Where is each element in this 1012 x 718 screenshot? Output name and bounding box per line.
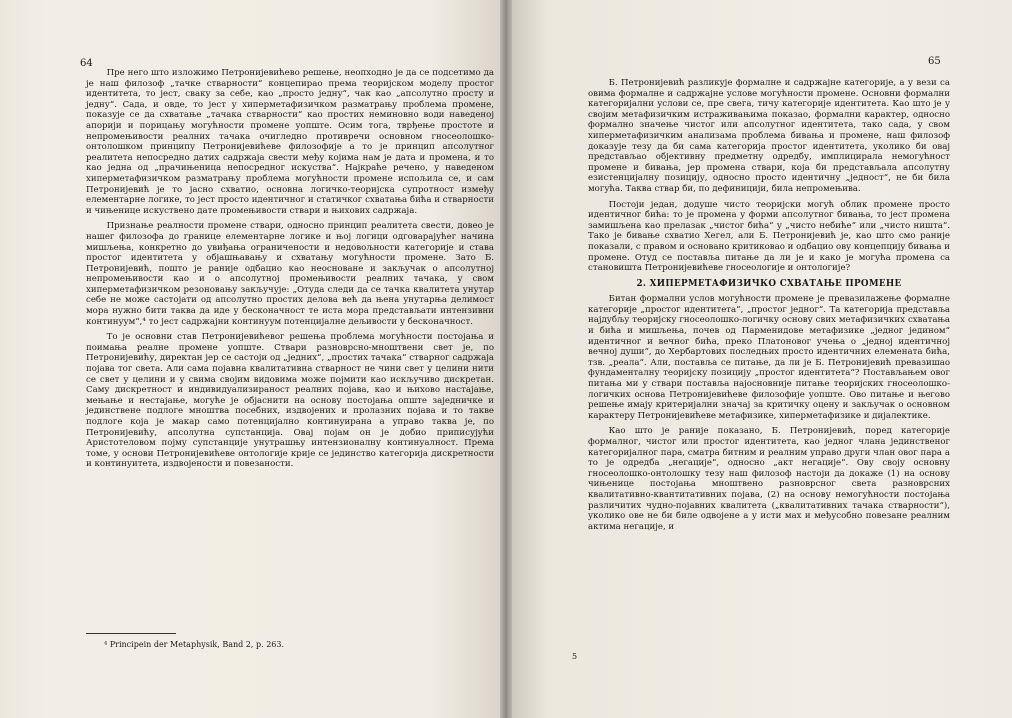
paragraph: Постоји један, додуше чисто теоријски могућ облик промене просто идентичног бића: то је промена у форми апсолутног бивања, то јест промена замишљена као прелазак „чистог бића“ у „чисто небиће“ или „чисто ништа“. Тако је бивање схватио Хегел, али Б. Петронијевић је, као што смо раније показали, с правом и основано критиковао и одбацио ову концепцију бивања и промене. Отуд се поставља питање да ли је и како је могућа промена са становишта Петронијевићеве гносеологије и онтологије?	[588, 199, 950, 274]
section-heading: 2. ХИПЕРМЕТАФИЗИЧКО СХВАТАЊЕ ПРОМЕНЕ	[636, 278, 902, 289]
paragraph: То је основни став Петронијевићевог решења проблема могућности постојања и поимања реалне промене уопште. Ствари разноврсно-мноштвени свет је, по Петронијевићу, директан јер се састоји од „једних“, „простих тачака“ стварног садржаја појава тог света. Али сама појавна квалитативна стварност не чини свет у целини нити се свет у целини и у свима својим видовима може појмити као искључиво дискретан. Саму дискретност и индивидуализираност реалних појава, као и њихово настајање, мењање и нестајање, могуће је објаснити на основу постојања опште заједничке и јединствене подлоге мноштва посебних, издвојених и пролазних појава и то такве подлоге која је макар само потенцијално континуирана а управо таква је, по Петронијевићу, апсолутна супстанција. Овај појам он је добио приписујући Аристотеловом појму супстанције унутрашњу интензионалну континуалност. Према томе, у основи Петронијевићеве онтологије крије се јединство категорија дискретности и континуитета, издвојености и повезаности.	[86, 332, 494, 470]
page-number-right: 65	[928, 56, 941, 67]
footnote-rule	[86, 633, 176, 634]
paragraph: Битан формални услов могућности промене је превазилажење формалне категорије „простог идентитета“, „простог једног“. Та категорија представља најдубљу теоријску гносеолошко-логичку основу свих метафизичких схватања и бића и мишљења, почев од Парменидове метафизике „једног једином“ идентичног и вечног бића, преко Платоновог учења о „једној идентичној вечној души“, до Хербартових последњих просто идентичних елемената бића, тзв. „реала“. Али, поставља се питање, да ли је Б. Петронијевић превазишао фундаменталну теоријску позицију „простог идентитета“? Постављањем овог питања ми у ствари поставља најосновније питање теоријских гносеолошко-логичких основа Петронијевићеве филозофије уопште. Ово питање и његово решење имају критеријални значај за критичку оцену и закључак о основном карактеру Петронијевићеве метафизике, хиперметафизике и дијалектике.	[588, 294, 950, 421]
paragraph: Као што је раније показано, Б. Петронијевић, поред категорије формалног, чистог или простог идентитета, као једног члана јединственог категоријалног пара, сматра битним и реалним управо други члан овог пара а то је одредба „негације“, односно „акт негације“. Ову своју основну гносеолошко-онтолошку тезу наш филозоф настоји да докаже (1) на основу чињенице постојања мноштвено разноврсног света разноврсних квалитативно-квантитативних појава, (2) на основу немогућности постојања различитих чудно-појавних квалитета („квалитативних тачака стварности“), уколико ове не би биле одвојене а у исти мах и међусобно повезане реалним актима негације, и	[588, 426, 950, 532]
paragraph: Б. Петронијевић разликује формалне и садржајне категорије, а у вези са овима формалне и садржајне услове могућности промене. Основни формални категоријални услови се, пре свега, тичу категорије идентитета. Као што је у својим метафизичким истраживањима показао, формални карактер, односно формално значење чистог или апсолутног идентитета, тако сада, у свом хиперметафизичким анализама проблема бивања и промене, наш филозоф доказује тезу да би сама категорија простог идентитета, уколико би овај представљао објективну предметну одредбу, имплицирала немогућност промене и бивања, јер промена ствари, која би представљала апсолутну езистенцијалну позицију, односно просто идентичну „једност“, не би била могућа. Таква ствар би, по дефиницији, била непромењива.	[588, 78, 950, 194]
page-number-left: 64	[80, 58, 93, 69]
right-page-text	[588, 78, 950, 532]
book-gutter	[500, 0, 512, 718]
left-page-text	[86, 68, 494, 470]
signature-mark: 5	[572, 652, 578, 661]
paragraph: Пре него што изложимо Петронијевићево решење, неопходно је да се подсетимо да је наш филозоф „тачке стварности“ концепирао према теоријском моделу простог идентитета, то јест, сваку за себе, као „просто једну“, чак као „апсолутно просту и једну“. Сада, и овде, то јест у хиперметафизичком разматрању проблема промене, показује се да схватање „тачака стварности“ као простих неминовно води наведеној апорији и порицању могућности промене уопште. Осим тога, тврђење простоте и непромењивости реалних тачака очигледно противречи основном гносеолошко-онтолошком принципу Петронијевићеве филозофије а то је принцип апсолутног реалитета непосредно датих садржаја свести међу којима нам је дата и промена, и то као једна од „прачињеница непосредног искуства“. Најкраће речено, у наведеном хиперметафизичком разматрању проблема могућности промене испољила се, и сам Петронијевић је то јасно схватио, основна логичко-теоријска супротност између елементарне логике, то јест просто идентичног и статичког схватања бића и стварности и чињенице искуствено дате промењивости ствари и њихових садржаја.	[86, 68, 494, 216]
right-page	[506, 0, 1012, 718]
paragraph: Признање реалности промене ствари, односно принцип реалитета свести, довео је нашег филозофа до границе елементарне логике и њој логици одговарајућег начина мишљења, конкретно до увиђања ограничености и недовољности категорије и става простог идентитета у објашњавању и схватању могућности промене. Зато Б. Петронијевић, пошто је раније одбацио као неосноване и закључак о апсолутној непромењивости као и о апсолутној промењивости реалних тачака, у свом хиперметафизичком резоновању закључује: „Отуда следи да се тачка квалитета унутар себе не може састојати од апсолутно простих делова већ да њена унутарња делимост мора нужно бити таква да иде у бесконачност те иста мора представљати интензивни континуум“,⁴ то јест садржајни континуум потенцијалне дељивости у бесконачност.	[86, 221, 494, 327]
footnote: ⁴ Principein der Metaphysik, Band 2, p. 263.	[104, 640, 284, 649]
